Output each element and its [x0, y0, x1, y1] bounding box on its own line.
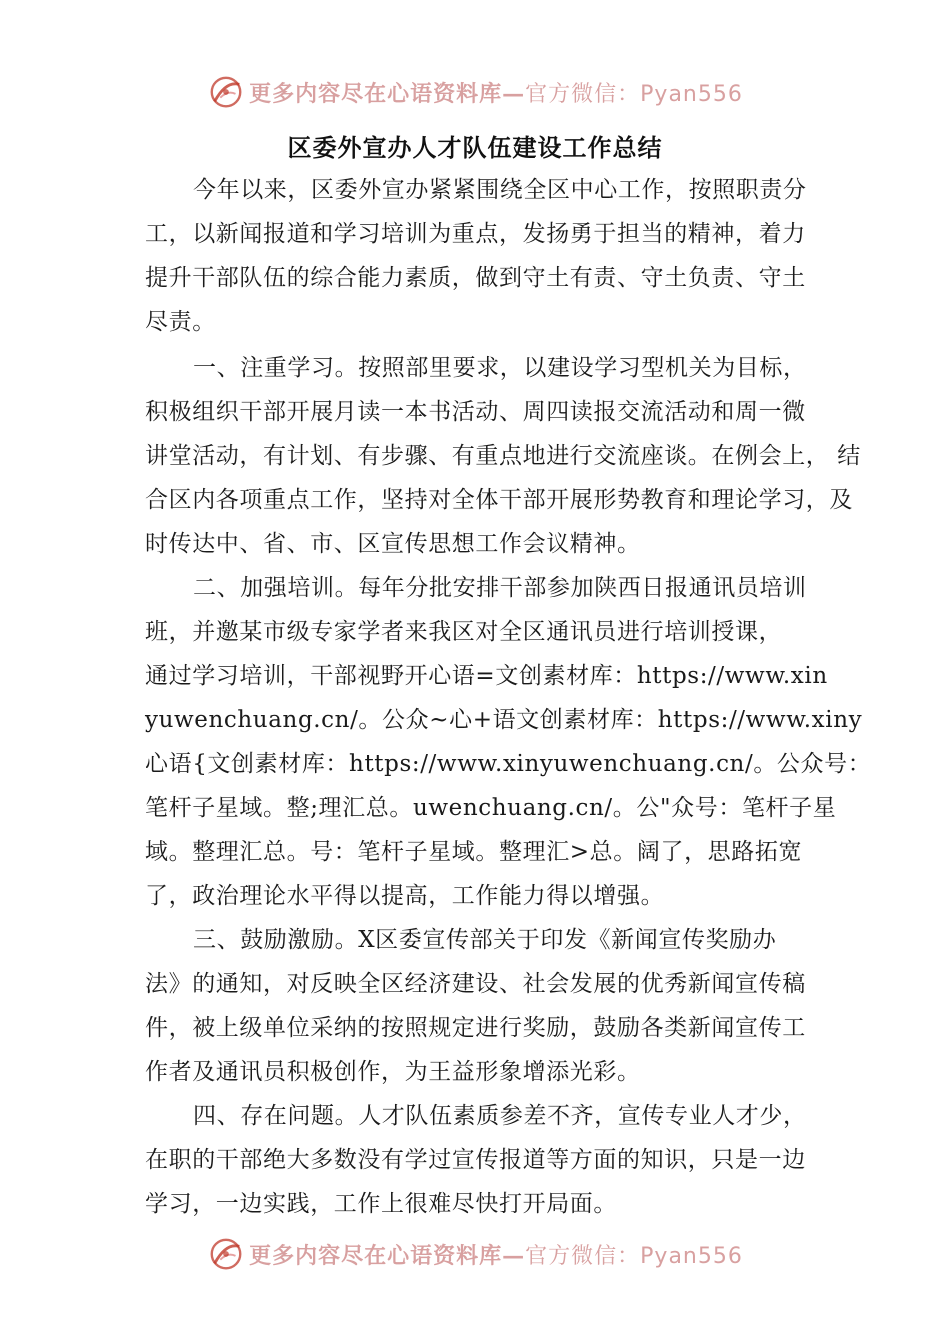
header-banner: [0, 70, 950, 114]
body-line: 今年以来，区委外宣办紧紧围绕全区中心工作，按照职责分: [193, 177, 807, 203]
body-line: 四、存在问题。人才队伍素质参差不齐，宣传专业人才少，: [193, 1103, 807, 1129]
body-line: 讲堂活动，有计划、有步骤、有重点地进行交流座谈。在例会上， 结: [145, 443, 861, 469]
body-line: 一、注重学习。按照部里要求，以建设学习型机关为目标，: [193, 355, 807, 381]
body-line: 学习，一边实践，工作上很难尽快打开局面。: [145, 1191, 617, 1217]
body-line: 法》的通知，对反映全区经济建设、社会发展的优秀新闻宣传稿: [145, 971, 806, 997]
logo-icon: [207, 1235, 245, 1273]
body-line: 笔杆子星域。整;理汇总。uwenchuang.cn/。公"众号：笔杆子星: [145, 795, 837, 821]
body-line: 了，政治理论水平得以提高，工作能力得以增强。: [145, 883, 665, 909]
body-line: 通过学习培训，干部视野开心语=文创素材库：https://www.xin: [145, 663, 828, 689]
body-line: yuwenchuang.cn/。公众~心+语文创素材库：https://www.xiny: [145, 707, 863, 733]
banner-text: 更多内容尽在心语资料库—官方微信：Pyan556: [249, 1242, 743, 1269]
footer-banner: [0, 1232, 950, 1276]
body-line: 在职的干部绝大多数没有学过宣传报道等方面的知识，只是一边: [145, 1147, 806, 1173]
body-line: 作者及通讯员积极创作，为王益形象增添光彩。: [145, 1059, 641, 1085]
body-line: 班，并邀某市级专家学者来我区对全区通讯员进行培训授课，: [145, 619, 783, 645]
page-title: 区委外宣办人才队伍建设工作总结: [287, 134, 663, 162]
body-line: 尽责。: [145, 309, 216, 335]
body-line: 合区内各项重点工作，坚持对全体干部开展形势教育和理论学习，及: [145, 487, 853, 513]
body-line: 域。整理汇总。号：笔杆子星域。整理汇>总。阔了，思路拓宽: [145, 839, 803, 865]
body-line: 工，以新闻报道和学习培训为重点，发扬勇于担当的精神，着力: [145, 221, 806, 247]
logo-icon: [207, 73, 245, 111]
body-line: 三、鼓励激励。X区委宣传部关于印发《新闻宣传奖励办: [193, 927, 777, 953]
body-line: 心语{文创素材库：https://www.xinyuwenchuang.cn/。公众号：: [145, 751, 872, 777]
banner-text: 更多内容尽在心语资料库—官方微信：Pyan556: [249, 80, 743, 107]
body-line: 积极组织干部开展月读一本书活动、周四读报交流活动和周一微: [145, 399, 806, 425]
body-line: 时传达中、省、市、区宣传思想工作会议精神。: [145, 531, 641, 557]
body-line: 提升干部队伍的综合能力素质，做到守土有责、守土负责、守土: [145, 265, 806, 291]
body-line: 二、加强培训。每年分批安排干部参加陕西日报通讯员培训: [193, 575, 807, 601]
body-line: 件，被上级单位采纳的按照规定进行奖励，鼓励各类新闻宣传工: [145, 1015, 806, 1041]
